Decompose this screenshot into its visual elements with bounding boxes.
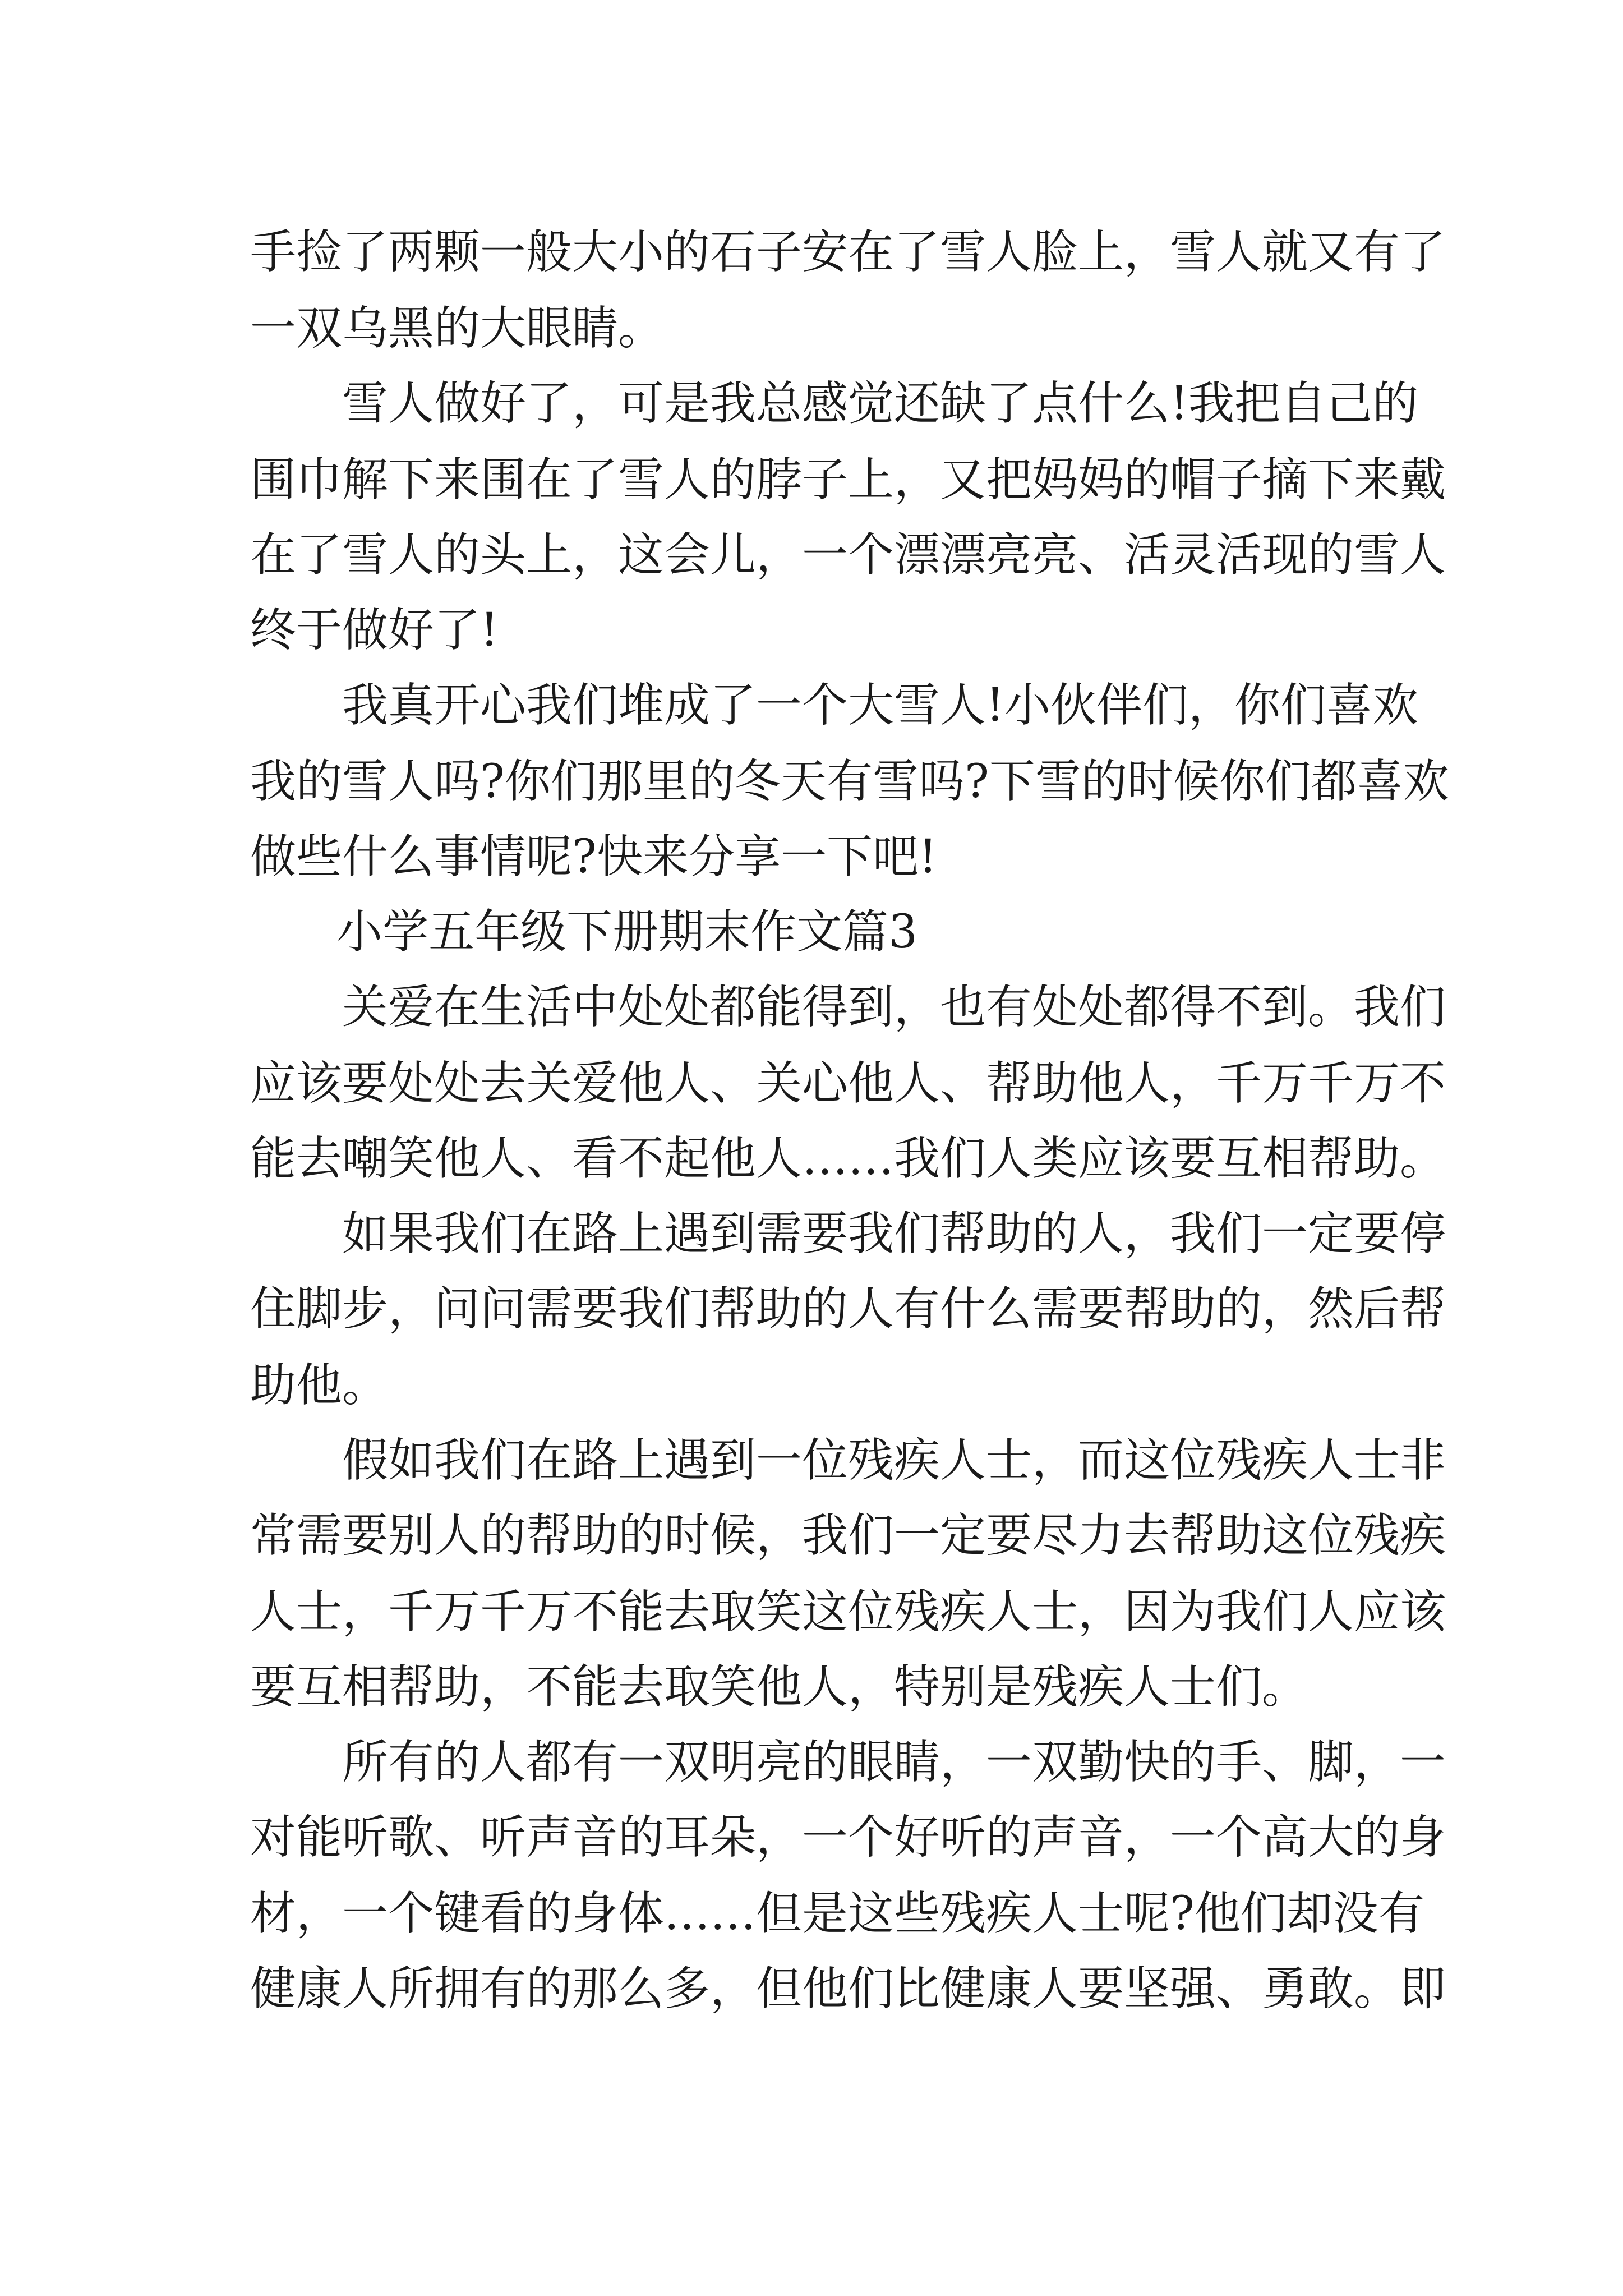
- text-line: 做些什么事情呢?快来分享一下吧!: [250, 830, 937, 884]
- text-line: 我真开心我们堆成了一个大雪人!小伙伴们，你们喜欢: [342, 679, 1418, 732]
- text-line: 围巾解下来围在了雪人的脖子上，又把妈妈的帽子摘下来戴: [250, 453, 1446, 507]
- text-line: 在了雪人的头上，这会儿，一个漂漂亮亮、活灵活现的雪人: [250, 528, 1446, 582]
- text-line: 应该要处处去关爱他人、关心他人、帮助他人，千万千万不: [250, 1057, 1446, 1110]
- text-line: 助他。: [250, 1359, 389, 1412]
- text-line: 人士，千万千万不能去取笑这位残疾人士，因为我们人应该: [250, 1585, 1446, 1639]
- text-line: 雪人做好了，可是我总感觉还缺了点什么!我把自己的: [342, 377, 1418, 430]
- text-line: 能去嘲笑他人、看不起他人……我们人类应该要互相帮助。: [250, 1132, 1446, 1185]
- text-line: 所有的人都有一双明亮的眼睛，一双勤快的手、脚，一: [342, 1736, 1446, 1789]
- text-line: 手捡了两颗一般大小的石子安在了雪人脸上，雪人就又有了: [250, 226, 1446, 279]
- text-line: 材，一个键看的身体……但是这些残疾人士呢?他们却没有: [250, 1887, 1424, 1940]
- text-line: 住脚步，问问需要我们帮助的人有什么需要帮助的，然后帮: [250, 1282, 1446, 1336]
- text-line: 终于做好了!: [250, 604, 499, 657]
- text-line: 如果我们在路上遇到需要我们帮助的人，我们一定要停: [342, 1207, 1446, 1260]
- text-line: 假如我们在路上遇到一位残疾人士，而这位残疾人士非: [342, 1434, 1446, 1487]
- text-line: 常需要别人的帮助的时候，我们一定要尽力去帮助这位残疾: [250, 1509, 1446, 1562]
- text-line: 我的雪人吗?你们那里的冬天有雪吗?下雪的时候你们都喜欢: [250, 755, 1449, 808]
- text-line: 一双乌黑的大眼睛。: [250, 302, 665, 355]
- text-line: 关爱在生活中处处都能得到，也有处处都得不到。我们: [342, 981, 1446, 1034]
- text-line: 健康人所拥有的那么多，但他们比健康人要坚强、勇敢。即: [250, 1962, 1446, 2016]
- section-heading: 小学五年级下册期末作文篇3: [336, 905, 918, 959]
- text-line: 要互相帮助，不能去取笑他人，特别是残疾人士们。: [250, 1660, 1308, 1714]
- text-line: 对能听歌、听声音的耳朵，一个好听的声音，一个高大的身: [250, 1811, 1446, 1864]
